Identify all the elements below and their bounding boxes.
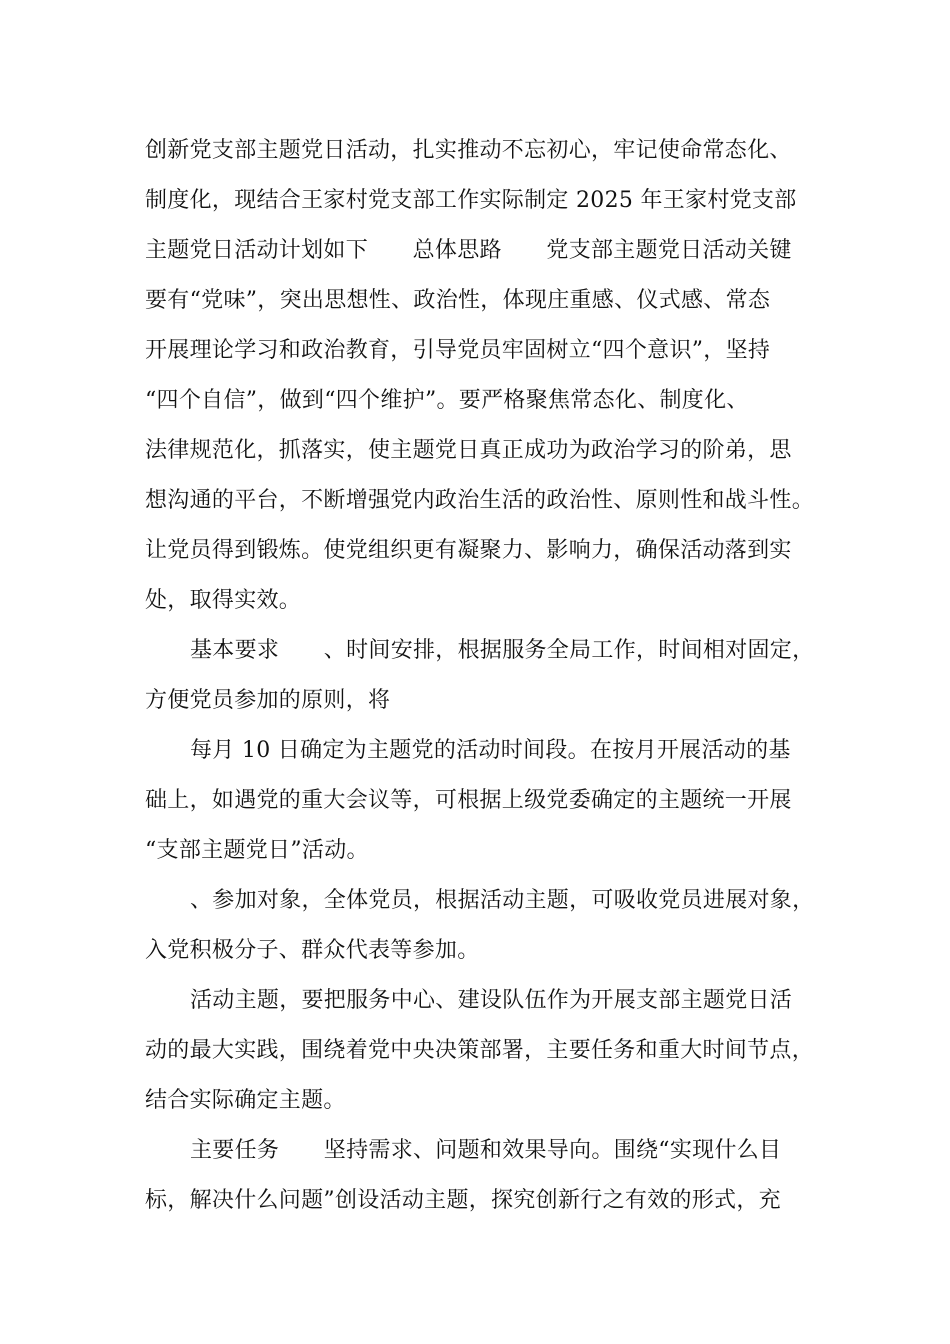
text-line: 结合实际确定主题。 (145, 1088, 346, 1113)
text-line: 标，解决什么问题”创设活动主题，探究创新行之有效的形式，充 (145, 1188, 781, 1213)
text-line: “四个自信”，做到“四个维护”。要严格聚焦常态化、制度化、 (145, 388, 749, 413)
text-line: 活动主题，要把服务中心、建设队伍作为开展支部主题党日活 (190, 988, 793, 1013)
text-line: 主题党日活动计划如下 总体思路 党支部主题党日活动关键 (145, 238, 792, 263)
text-line: 、参加对象，全体党员，根据活动主题，可吸收党员进展对象， (190, 888, 815, 913)
text-line: 要有“党味”，突出思想性、政治性，体现庄重感、仪式感、常态 (145, 288, 771, 313)
text-line: 制度化，现结合王家村党支部工作实际制定 2025 年王家村党支部 (145, 188, 797, 213)
text-line: 开展理论学习和政治教育，引导党员牢固树立“四个意识”，坚持 (145, 338, 771, 363)
text-line: 主要任务 坚持需求、问题和效果导向。围绕“实现什么目 (190, 1138, 782, 1163)
text-line: 创新党支部主题党日活动，扎实推动不忘初心，牢记使命常态化、 (145, 138, 792, 163)
text-line: 处，取得实效。 (145, 588, 302, 613)
text-line: 入党积极分子、群众代表等参加。 (145, 938, 480, 963)
text-line: 想沟通的平台，不断增强党内政治生活的政治性、原则性和战斗性。 (145, 488, 815, 513)
text-line: 方便党员参加的原则，将 (145, 688, 391, 713)
text-line: 基本要求 、时间安排，根据服务全局工作，时间相对固定， (190, 638, 815, 663)
text-line: 础上，如遇党的重大会议等，可根据上级党委确定的主题统一开展 (145, 788, 792, 813)
text-line: 动的最大实践，围绕着党中央决策部署，主要任务和重大时间节点， (145, 1038, 815, 1063)
text-line: 法律规范化，抓落实，使主题党日真正成功为政治学习的阶弟，思 (145, 438, 792, 463)
text-line: 让党员得到锻炼。使党组织更有凝聚力、影响力，确保活动落到实 (145, 538, 792, 563)
text-line: “支部主题党日”活动。 (145, 838, 369, 863)
text-line: 每月 10 日确定为主题党的活动时间段。在按月开展活动的基 (190, 738, 791, 763)
